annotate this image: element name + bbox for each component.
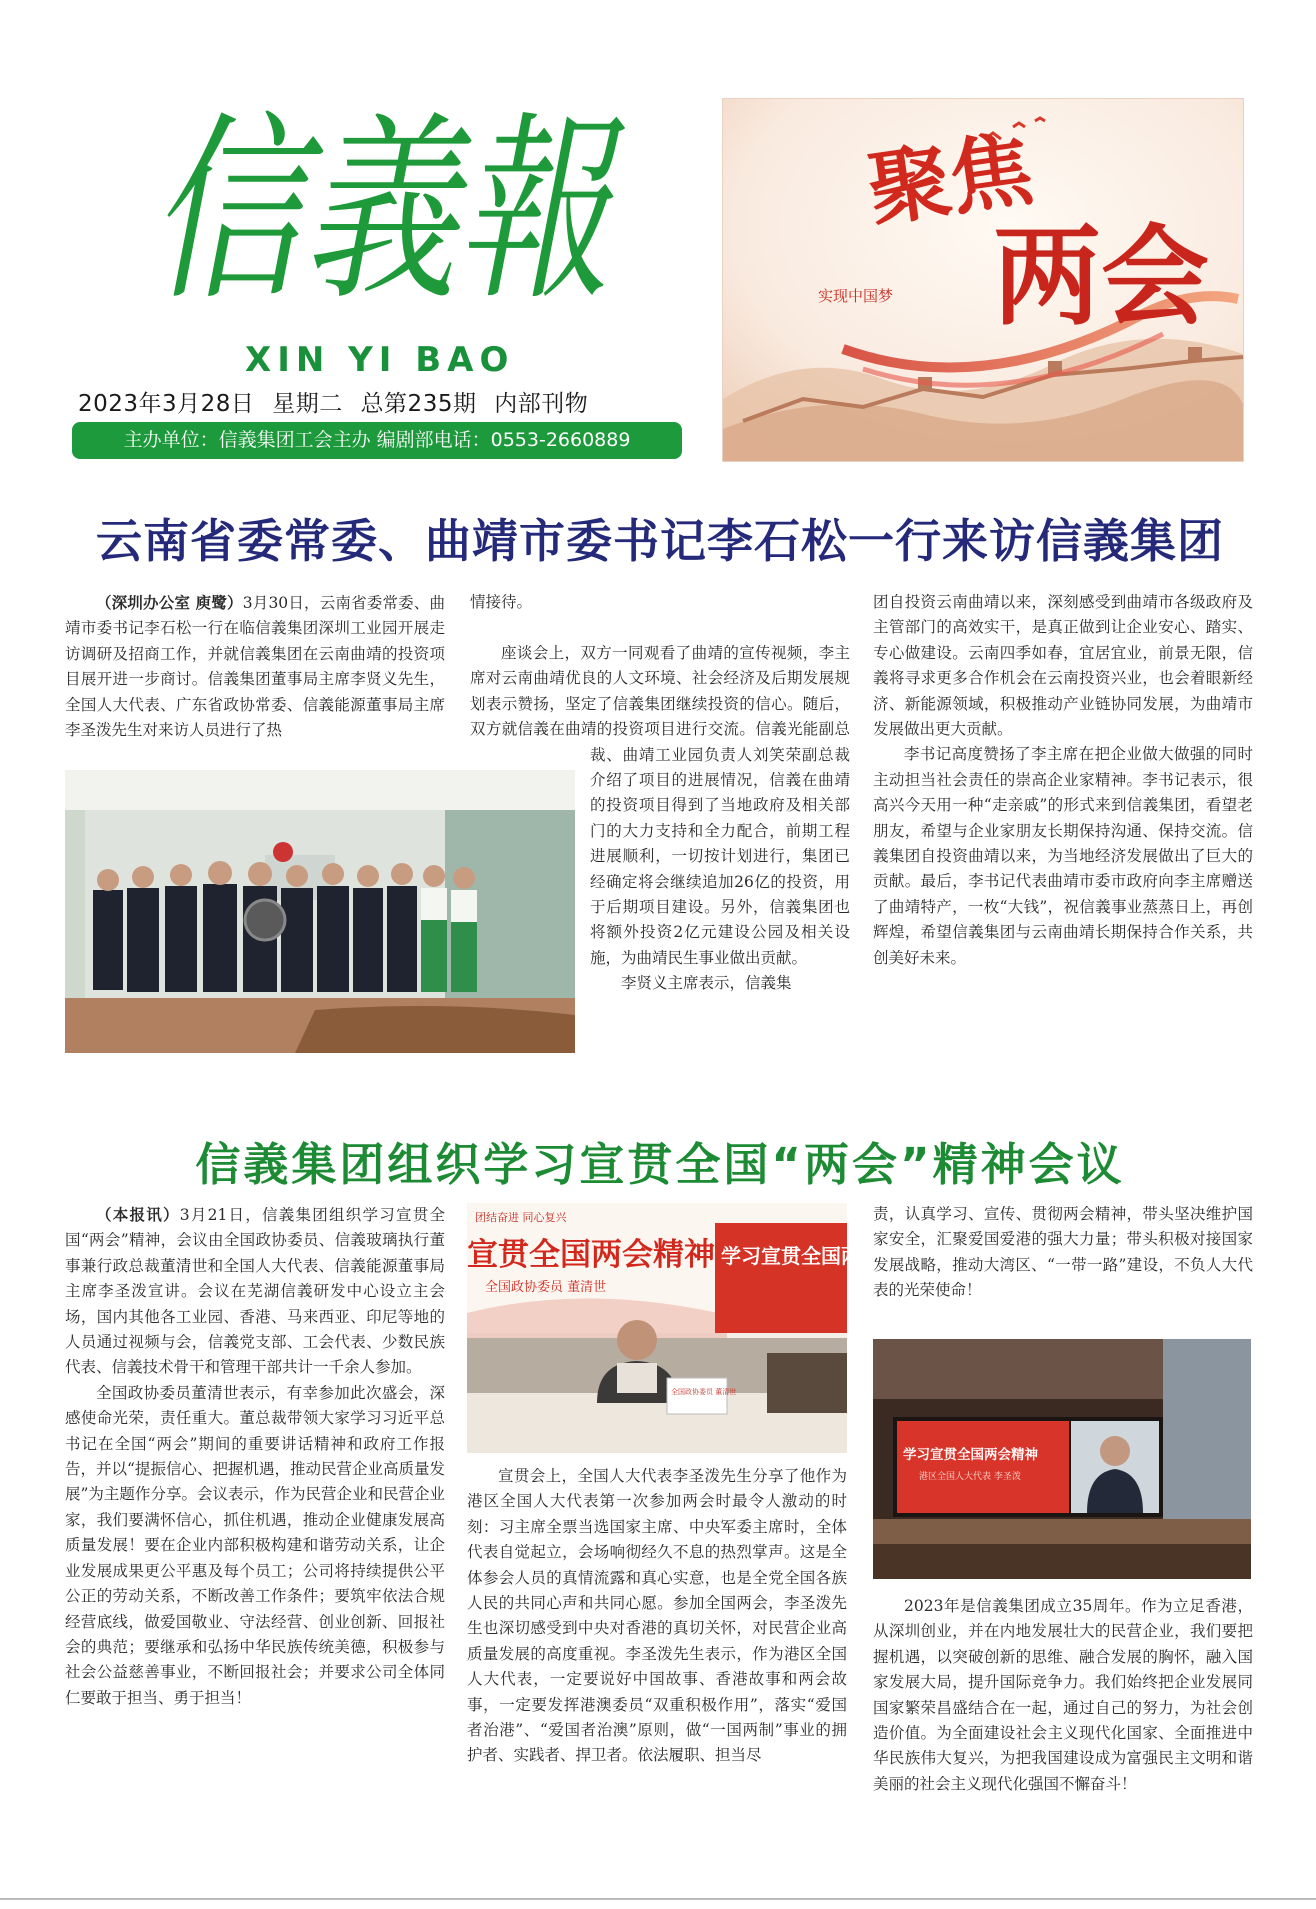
article1-col3-p1: 李书记高度赞扬了李主席在把企业做大做强的同时主动担当社会责任的崇高企业家精神。李书记表示，很高兴今天用一种“走亲戚”的形式来到信義集团，看望老朋友，希望与企业家朋友长期保持沟通、保持交流。信義集团自投资曲靖以来，为当地经济发展做出了巨大的贡献。最后，李书记代表曲靖市委市政府向李主席赠送了曲靖特产，一枚“大钱”，祝信義事业蒸蒸日上，再创辉煌，希望信義集团与云南曲靖长期保持合作关系，共创美好未来。 [873,745,1253,967]
two-sessions-banner [722,98,1244,462]
banner-title-b: 两会 [993,214,1210,340]
text-wrap-spacer [470,761,590,1015]
article1-headline: 云南省委常委、曲靖市委书记李石松一行来访信義集团 [96,514,1224,568]
article1-column-3 [873,590,1253,971]
article2-col3-p1: 2023年是信義集团成立35周年。作为立足香港，从深圳创业，并在内地发展壮大的民营企业，我们要把握机遇，以突破创新的思维、融合发展的胸怀，融入国家发展大局，提升国际竞争力。我们始终把企业发展同国家繁荣昌盛结合在一起，通过自己的努力，为社会创造价值。为全面建设社会主义现代化国家、全面推进中华民族伟大复兴，为把我国建设成为富强民主文明和谐美丽的社会主义现代化强国不懈奋斗！ [873,1597,1253,1793]
article1-col3-p0: 团自投资云南曲靖以来，深刻感受到曲靖市各级政府及主管部门的高效实干，是真正做到让企业安心、踏实、专心做建设。云南四季如春，宜居宜业，前景无限，信義将寻求更多合作机会在云南投资兴业，也会着眼新经济、新能源领域，积极推动产业链协同发展，为曲靖市发展做出更大贡献。 [873,593,1253,739]
banner-subtitle: 实现中国梦 [818,287,894,305]
issue-info: 2023年3月28日 星期二 总第235期 内部刊物 [78,391,589,417]
article2-source: （本报讯） [96,1205,180,1224]
article2-photo-1 [467,1203,861,1453]
banner-title-a: 聚焦 [862,120,1039,239]
article2-col1-p2: 全国政协委员董清世表示，有幸参加此次盛会，深感使命光荣，责任重大。董总裁带领大家学习习近平总书记在全国“两会”期间的重要讲话精神和政府工作报告，并以“提振信心、把握机遇，推动民营企业高质量发展”为主题作分享。会议表示，作为民营企业和民营企业家，我们要满怀信心，抓住机遇，推动企业健康发展高质量发展！要在企业内部积极构建和谐劳动关系，让企业发展成果更公平惠及每个员工；公司将持续提供公平公正的劳动关系，不断改善工作条件；要筑牢依法合规经营底线，做爱国敬业、守法经营、创业创新、回报社会的典范；要继承和弘扬中华民族传统美德，积极参与社会公益慈善事业，不断回报社会；并要求公司全体同仁要敢于担当、勇于担当！ [65,1383,445,1707]
article2-column-3b [873,1594,1253,1797]
article2-column-1 [65,1202,445,1711]
masthead-pinyin: XIN YI BAO [245,340,515,380]
article2-col1-p1: 3月21日，信義集团组织学习宣贯全国“两会”精神，会议由全国政协委员、信義玻璃执行董事兼行政总裁董清世和全国人大代表、信義能源董事局主席李圣泼宣讲。会议在芜湖信義研发中心设立主会场，国内其他各工业园、香港、马来西亚、印尼等地的人员通过视频与会，信義党支部、工会代表、少数民族代表、信義技术骨干和管理干部共计一千余人参加。 [65,1206,445,1377]
article2-headline: 信義集团组织学习宣贯全国“两会”精神会议 [195,1138,1125,1191]
photo2-screen-main: 学习宣贯全国两会精神 [903,1447,1038,1463]
masthead-title: 信義報 [150,95,626,328]
article1-col1-text: 3月30日，云南省委常委、曲靖市委书记李石松一行在临信義集团深圳工业园开展走访调研及招商工作，并就信義集团在云南曲靖的投资项目展开进一步商讨。信義集团董事局主席李贤义先生，全国人大代表、广东省政协常委、信義能源董事局主席李圣泼先生对来访人员进行了热 [65,594,445,740]
article1-column-2a [470,590,850,615]
article2-col2-p1: 宣贯会上，全国人大代表李圣泼先生分享了他作为港区全国人大代表第一次参加两会时最令人激动的时刻：习主席全票当选国家主席、中央军委主席时，全体代表自觉起立，会场响彻经久不息的热烈掌声。这是全体参会人员的真情流露和真心实意，也是全党全国各族人民的共同心声和共同心愿。参加全国两会，李圣泼先生也深切感受到中央对香港的真切关怀，对民营企业高质量发展的高度重视。李圣泼先生表示，作为港区全国人大代表，一定要说好中国故事、香港故事和两会故事，一定要发挥港澳委员“双重积极作用”，落实“爱国者治港”、“爱国者治澳”原则，做“一国两制”事业的拥护者、实践者、捍卫者。依法履职、担当尽 [467,1467,847,1765]
page-bottom-rule [0,1898,1316,1900]
photo2-screen-sub: 港区全国人大代表 李圣泼 [919,1472,1021,1482]
article2-photo-2 [873,1339,1251,1579]
photo1-slogan-main: 宣贯全国两会精神 [467,1237,715,1273]
article1-col2-p1: 座谈会上，双方一同观看了曲靖的宣传视频，李主席对云南曲靖优良的人文环境、社会经济及后期发展规划表示赞扬，坚定了信義集团继续投资的信心。随后，双方就信義在曲靖的投资项目进行交流。信義光能副总裁、曲靖工业园负责人刘笑荣副总裁介绍了项目的进展情况，信義在曲靖的投资项目得到了当地政府及相关部门的大力支持和全力配合，前期工程进展顺利，一切按计划进行，集团已经确定将会继续追加26亿的投资，用于后期项目建设。另外，信義集团也将额外投资2亿元建设公园及相关设施，为曲靖民生事业做出贡献。 [470,644,850,967]
article1-column-2 [470,641,850,1041]
article2-column-3a [873,1202,1253,1304]
photo1-nameplate: 全国政协委员 董清世 [671,1388,737,1396]
article2-column-2 [467,1464,847,1769]
masthead-calligraphy [140,75,626,330]
sponsor-info: 主办单位：信義集团工会主办 编剧部电话：0553-2660889 [72,422,682,459]
article1-source: （深圳办公室 庾鹭） [96,593,243,612]
photo1-slogan-right: 学习宣贯全国两 [721,1244,861,1268]
photo1-slogan-top: 团结奋进 同心复兴 [475,1211,567,1224]
masthead-logo [140,75,626,330]
article1-col2-p2: 李贤义主席表示，信義集 [621,974,792,993]
article2-col3-p0: 责，认真学习、宣传、贯彻两会精神，带头坚决维护国家安全，汇聚爱国爱港的强大力量；带头积极对接国家发展战略，推动大湾区、“一带一路”建设，不负人大代表的光荣使命！ [873,1205,1253,1300]
article1-column-1 [65,590,445,743]
photo1-slogan-sub: 全国政协委员 董清世 [485,1280,607,1295]
article1-col2-p0: 情接待。 [470,593,533,611]
